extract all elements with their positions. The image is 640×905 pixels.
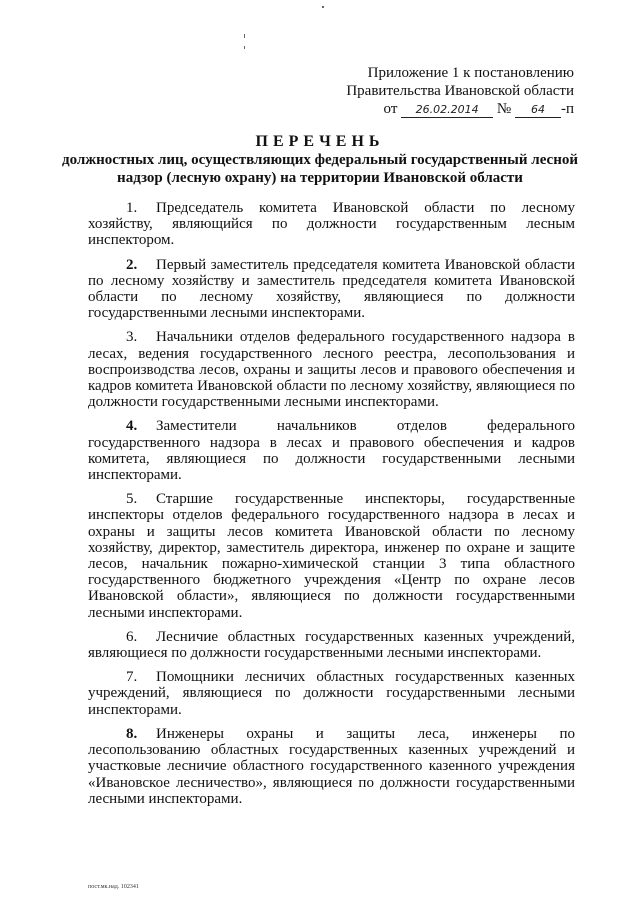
header-line-3 [274,100,574,118]
header-line-2: Правительства Ивановской области [346,83,574,99]
item-text: Инженеры охраны и защиты леса, инженеры по лесопользованию областных государственных казенных учреждений и участковые лесничие областного государственного казенного учреждения «Ивановское лесничество», являющиеся по должности государственными лесными инспекторами. [88,725,575,807]
item-number: 8. [126,725,138,742]
number-label: № [496,101,512,117]
document-title: ПЕРЕЧЕНЬ [255,133,385,150]
item-text: Председатель комитета Ивановской области по лесному хозяйству, являющийся по должности государственным лесным инспектором. [88,200,575,249]
list-item [88,418,575,483]
list-item [88,726,575,807]
item-number: 1. [126,200,138,216]
list-item [88,629,575,661]
item-number: 6. [126,628,138,645]
item-text: Лесничие областных государственных казенных учреждений, являющиеся по должности государственными лесными инспекторами. [88,628,575,662]
item-text: Старшие государственные инспекторы, государственные инспекторы отделов федерального государственного надзора в лесах и охраны и защиты лесов комитета Ивановской области по лесному хозяйству, директор, заместитель директора, инженер по охране и защите лесов, начальник пожарно-химической станции 3 типа областного государственного бюджетного учреждения «Центр по охране лесов Ивановской области», являющиеся по должности государственными лесными инспекторами. [88,491,575,621]
scan-speck [322,6,324,8]
document-header [274,64,574,118]
scan-speck [244,34,245,38]
item-number: 4. [126,418,138,435]
list-item [88,257,575,322]
scan-speck [244,46,245,49]
document-subtitle: должностных лиц, осуществляющих федеральный государственный лесной надзор (лесную охрану) на территории Ивановской области [61,152,578,186]
item-number: 2. [126,256,138,273]
from-label: от [383,101,398,117]
list-item [88,200,575,249]
list-item [88,669,575,718]
list-item [88,491,575,621]
list-body [88,200,575,815]
header-line-1: Приложение 1 к постановлению [367,65,574,81]
item-number: 3. [126,329,138,346]
item-text: Начальники отделов федерального государственного надзора в лесах, ведения государственного лесного реестра, лесопользования и воспроизводства лесов, охраны и защиты лесов и правового обеспечения и кадров комитета Ивановской области по лесному хозяйству, являющиеся по должности государственными лесными инспекторами. [88,329,575,411]
item-number: 5. [126,491,138,508]
item-text: Первый заместитель председателя комитета Ивановской области по лесному хозяйству и заместитель председателя комитета Ивановской области по лесному хозяйству, являющиеся по должности государственными лесными инспекторами. [88,256,575,322]
item-text: Помощники лесничих областных государственных казенных учреждений, являющиеся по должности государственными лесными инспекторами. [88,669,575,718]
handwritten-number: 64 [515,103,561,118]
item-number: 7. [126,669,138,686]
item-text: Заместители начальников отделов федерального государственного надзора в лесах и правового обеспечения и кадров комитета, являющиеся по должности государственными лесными инспекторами. [88,418,575,484]
number-suffix: -п [560,101,574,117]
handwritten-date: 26.02.2014 [401,103,493,118]
list-item [88,329,575,410]
footer-code: пост.мк.над. 102341 [88,884,139,890]
